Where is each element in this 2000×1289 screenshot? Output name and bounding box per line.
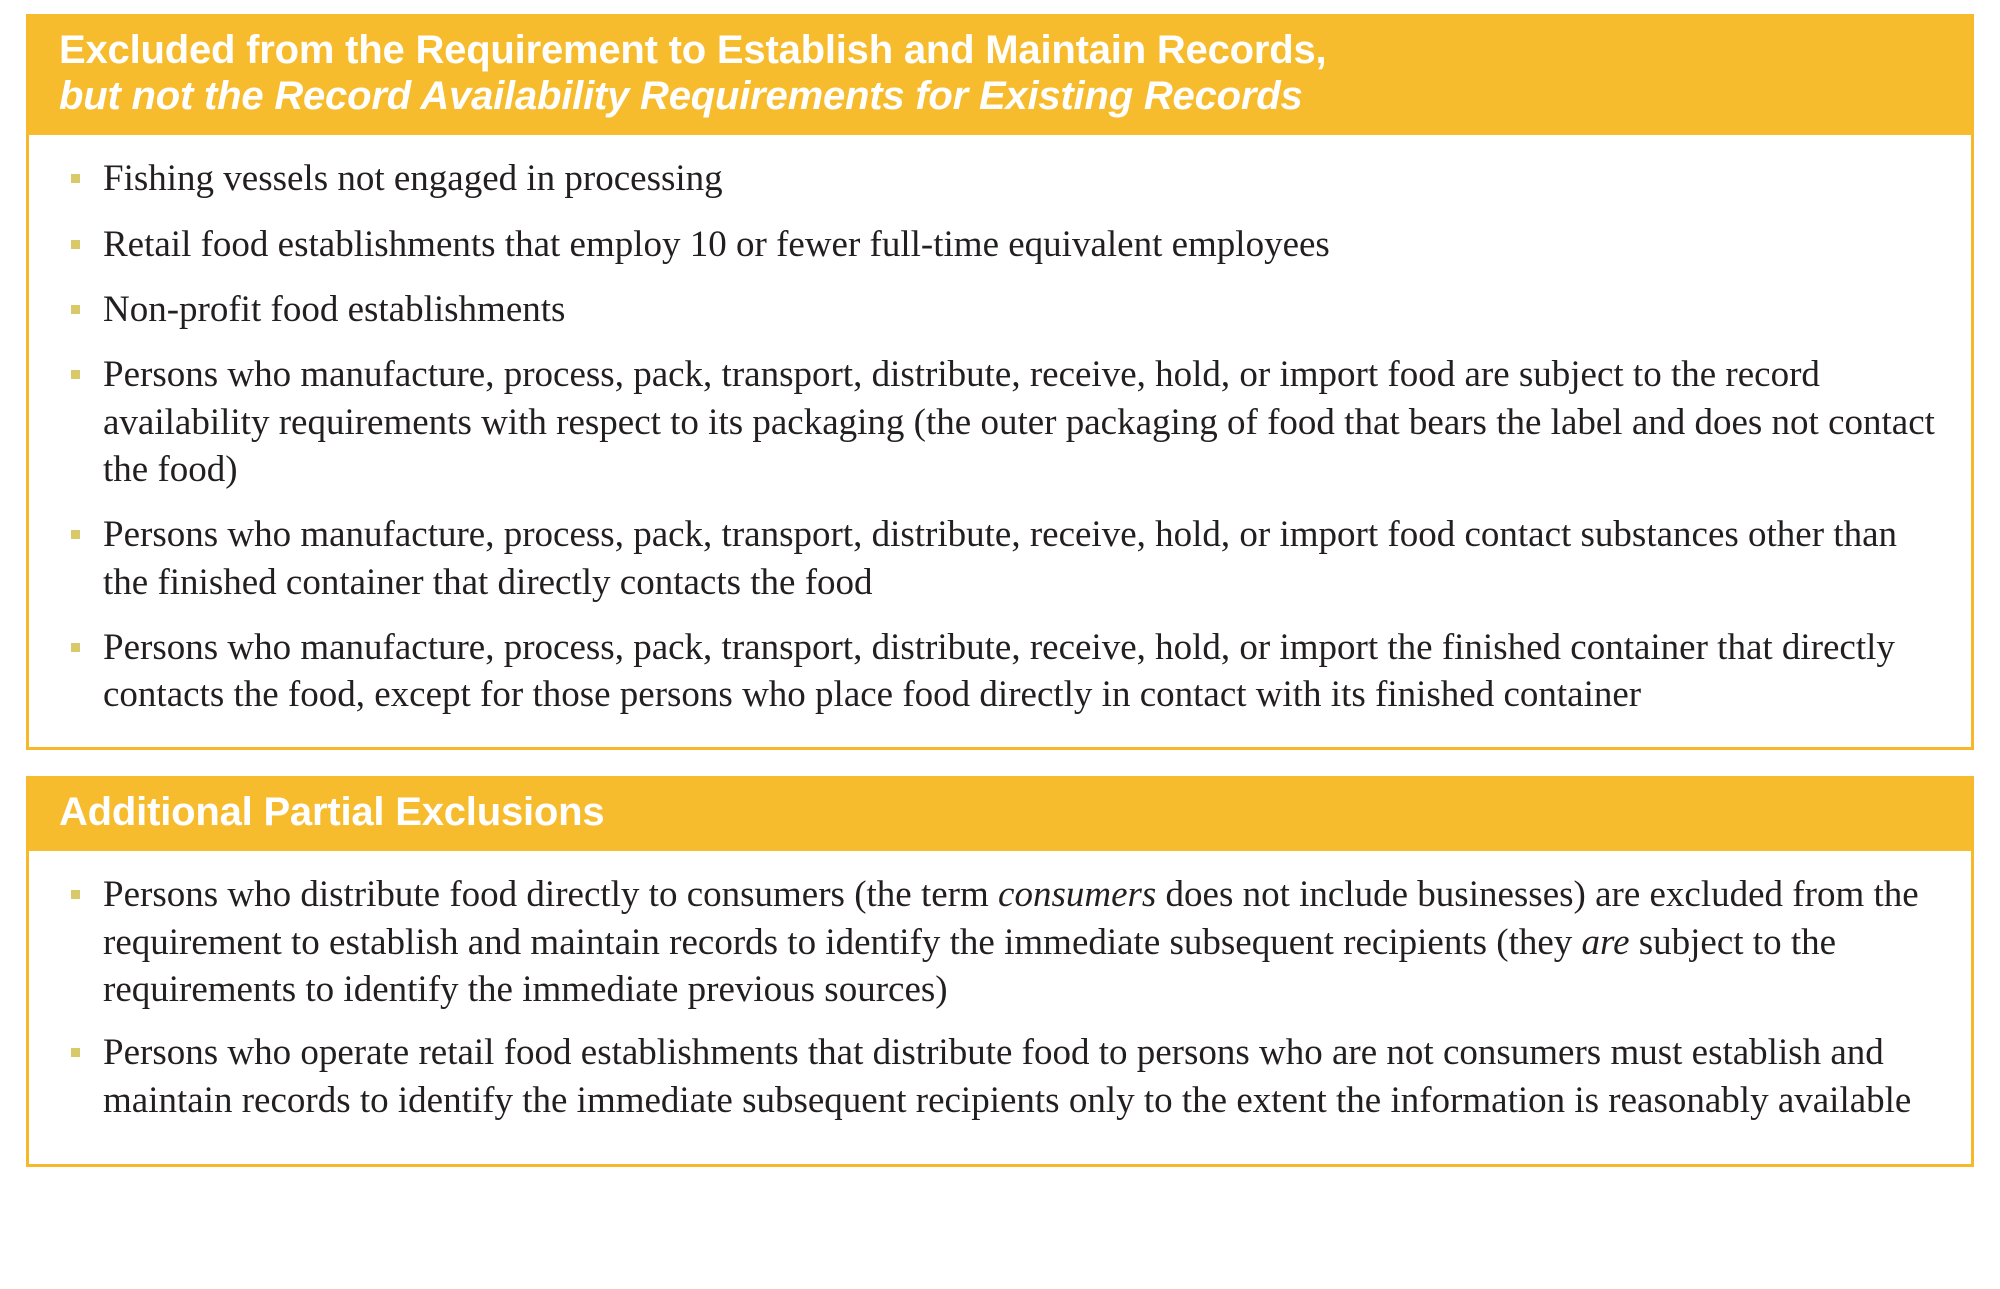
panel-header-line-1: Excluded from the Requirement to Establish and Maintain Records, (59, 28, 1327, 72)
panel-header-excluded (29, 14, 1971, 135)
panel-excluded-from-requirement (26, 14, 1974, 750)
list-item: Persons who operate retail food establishments that distribute food to persons who are not consumers must establish and maintain records to identify the immediate subsequent recipients only to the extent the information is reasonably available (63, 1029, 1937, 1124)
list-item: Non-profit food establishments (63, 286, 1937, 333)
list-item: Persons who manufacture, process, pack, transport, distribute, receive, hold, or import food are subject to the record availability requirements with respect to its packaging (the outer packaging of food that bears the label and does not contact the food) (63, 351, 1937, 493)
panel-body-excluded (29, 135, 1971, 747)
list-item: Persons who distribute food directly to consumers (the term consumers does not include businesses) are excluded from the requirement to establish and maintain records to identify the immediate subsequent recipients (they are subject to the requirements to identify the immediate previous sources) (63, 871, 1937, 1013)
panel-header-additional (29, 776, 1971, 852)
list-item: Retail food establishments that employ 10 or fewer full-time equivalent employees (63, 221, 1937, 268)
list-item: Persons who manufacture, process, pack, transport, distribute, receive, hold, or import food contact substances other than the finished container that directly contacts the food (63, 511, 1937, 606)
list-item: Persons who manufacture, process, pack, transport, distribute, receive, hold, or import the finished container that directly contacts the food, except for those persons who place food directly in contact with its finished container (63, 624, 1937, 719)
additional-exclusion-list (63, 871, 1937, 1124)
list-item: Fishing vessels not engaged in processing (63, 155, 1937, 202)
panel-additional-partial-exclusions (26, 776, 1974, 1167)
panel-body-additional (29, 851, 1971, 1164)
exclusion-list (63, 155, 1937, 719)
panel-header-line-2: but not the Record Availability Requirements for Existing Records (59, 73, 1303, 118)
panel-header-line-1: Additional Partial Exclusions (59, 789, 605, 834)
